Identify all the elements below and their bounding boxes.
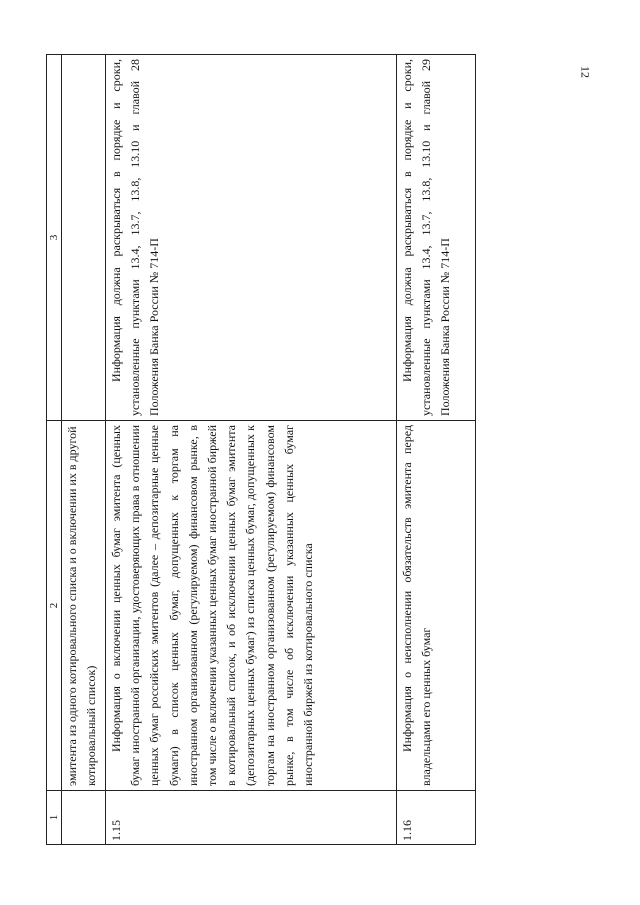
row-number-cell: 1.15 bbox=[106, 791, 397, 845]
header-cell-3: 3 bbox=[47, 55, 62, 421]
continuation-num-cell bbox=[62, 791, 106, 845]
continuation-text-cell: эмитента из одного котировального списка и о включении их в другой котировальный список) bbox=[62, 421, 106, 791]
row-info-cell: Информация о неисполнении обязательств эмитента перед владельцами его ценных бумаг bbox=[397, 421, 476, 791]
page-number-text: 12 bbox=[578, 66, 593, 78]
table-header-row bbox=[47, 55, 62, 845]
row-disclosure-cell: Информация должна раскрываться в порядке и сроки, установленные пунктами 13.4, 13.7, 13.8, 13.10 и главой 28 Положения Банка России № 714-П bbox=[106, 55, 397, 421]
document-table-rotated bbox=[46, 55, 467, 845]
header-cell-1: 1 bbox=[47, 791, 62, 845]
row-number-cell: 1.16 bbox=[397, 791, 476, 845]
table-row-continuation bbox=[62, 55, 106, 845]
header-cell-2: 2 bbox=[47, 421, 62, 791]
table-row bbox=[397, 55, 476, 845]
row-info-cell: Информация о включении ценных бумаг эмитента (ценных бумаг иностранной организации, удостоверяющих права в отношении ценных бумаг российских эмитентов (далее – депозитарные ценные бумаги) в список ценных бумаг, допущенных к торгам на иностранном организованном (регулируемом) финансовом рынке, в том числе о включении указанных ценных бумаг иностранной биржей в котировальный список, и об исключении ценных бумаг эмитента (депозитарных ценных бумаг) из списка ценных бумаг, допущенных к торгам на иностранном организованном (регулируемом) финансовом рынке, в том числе об исключении указанных ценных бумаг иностранной биржей из котировального списка bbox=[106, 421, 397, 791]
continuation-disclosure-cell bbox=[62, 55, 106, 421]
document-table bbox=[46, 54, 476, 845]
page-number bbox=[577, 60, 593, 84]
row-disclosure-cell: Информация должна раскрываться в порядке и сроки, установленные пунктами 13.4, 13.7, 13.8, 13.10 и главой 29 Положения Банка России № 714-П bbox=[397, 55, 476, 421]
table-row bbox=[106, 55, 397, 845]
